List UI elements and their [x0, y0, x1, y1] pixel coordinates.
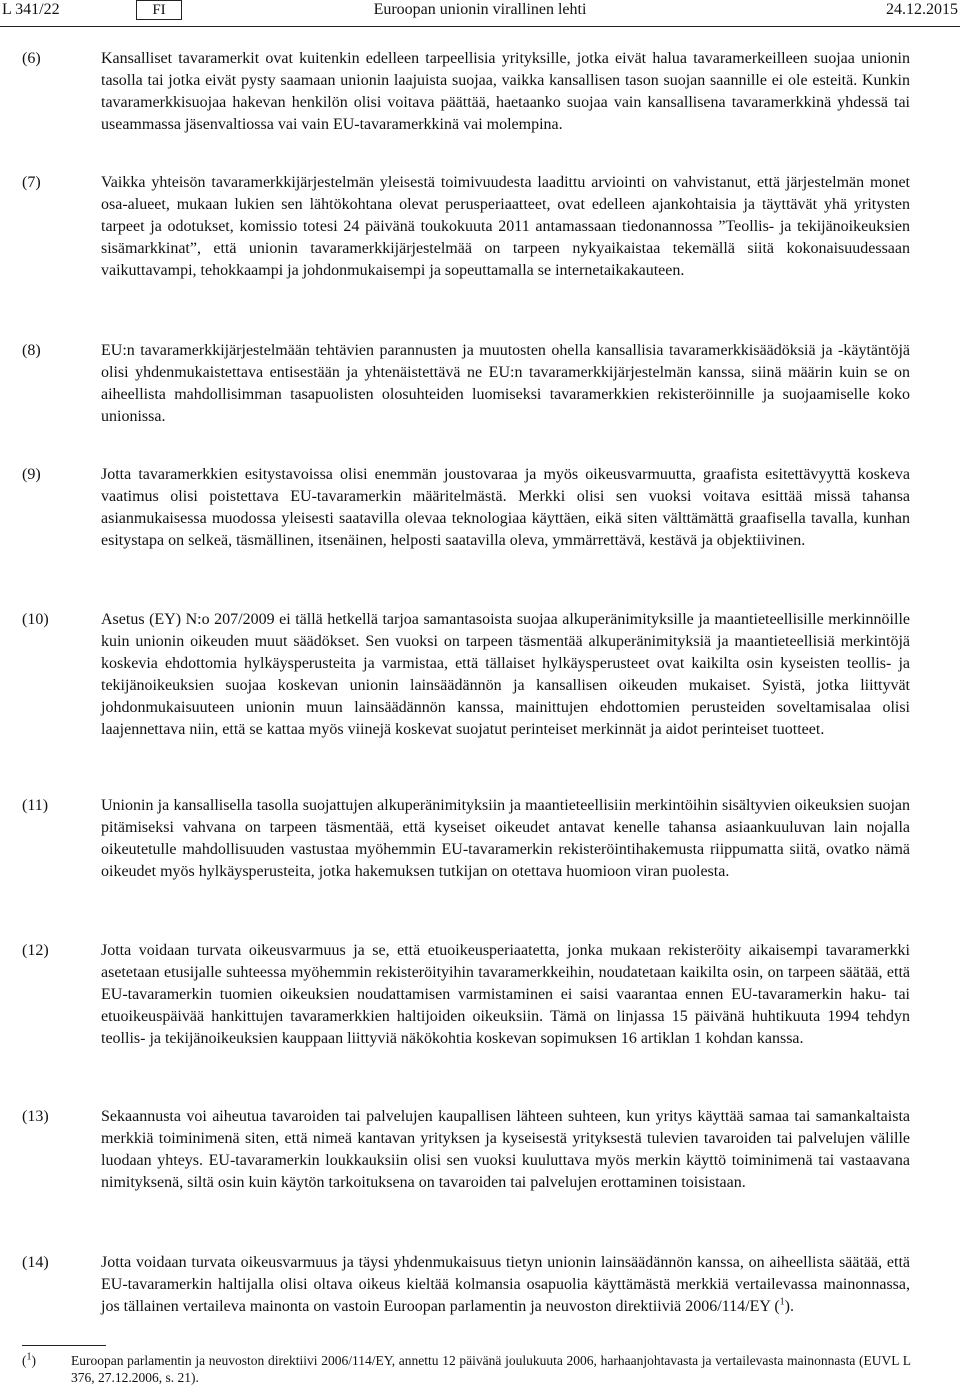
recital-text: Vaikka yhteisön tavaramerkkijärjestelmän yleisestä toimivuudesta laadittu arviointi on vahvistanut, että järjestelmän monet osa-alueet, mukaan lukien sen lähtökohtana olevat perusperiaatteet, ovat edelleen ajankohtaisia ja täyttävät yhä yritysten tarpeet ja odotukset, komissio totesi 24 päivänä toukokuuta 2011 antamassaan tiedonannossa ”Teollis- ja tekijänoikeuksien sisämarkkinat”, että unionin tavaramerkkijärjestelmää on tarpeen nykyaikaistaa tekemällä siitä kokonaisuudessaan vaikuttavampi, tehokkaampi ja johdonmukaisempi ja sopeuttamalla se internetaikakauteen.: [101, 174, 910, 279]
recital-number: (14): [22, 1254, 49, 1271]
recital-text: Jotta voidaan turvata oikeusvarmuus ja se, että etuoikeusperiaatetta, jonka mukaan rekisteröity aikaisempi tavaramerkki asetetaan etusijalle suhteessa myöhemmin rekisteröityihin tavaramerkkeihin, noudatetaan kaikilta osin, on tarpeen säätää, että EU-tavaramerkin tuomien oikeuksien noudattamisen varmistaminen ei saisi vaarantaa ennen EU-tavaramerkin haku- tai etuoikeuspäivää hankittujen tavaramerkkien haltijoiden oikeuksiin. Tämä on linjassa 15 päivänä huhtikuuta 1994 tehdyn teollis- ja tekijänoikeuksien kauppaan liittyviä näkökohtia koskevan sopimuksen 16 artiklan 1 kohdan kanssa.: [101, 942, 910, 1047]
footnote-separator: [22, 1345, 106, 1346]
footnote-reference[interactable]: 1: [779, 1296, 785, 1308]
footnote-text: Euroopan parlamentin ja neuvoston direktiivi 2006/114/EY, annettu 12 päivänä joulukuuta 2006, harhaanjohtavasta ja vertailevasta mainonnasta (EUVL L 376, 27.12.2006, s. 21).: [71, 1353, 911, 1385]
footnote-mark: ($^1$): [22, 1351, 36, 1368]
recital-number: (8): [22, 342, 41, 359]
recital-text: Kansalliset tavaramerkit ovat kuitenkin edelleen tarpeellisia yrityksille, jotka eivät halua tavaramerkeilleen suojaa unionin tasolla tai jotka eivät pysty saamaan unionin laajuista suojaa, vaikka kansallisen tason suojan saannille ei ole esteitä. Kunkin tavaramerkkisuojaa hakevan henkilön olisi voitava päättää, haetaanko suojaa vain kansallisena tavaramerkkinä yhdessä tai useammassa jäsenvaltiossa vai vain EU-tavaramerkkinä vai molempina.: [101, 50, 910, 133]
publication-date: 24.12.2015: [886, 1, 958, 18]
recital-text: EU:n tavaramerkkijärjestelmään tehtävien parannusten ja muutosten ohella kansallisia tavaramerkkisäädöksiä ja -käytäntöjä olisi yhdenmukaistettava entisestään ja yhtenäistettävä ne EU:n tavaramerkkijärjestelmän kanssa, siinä määrin kuin se on aiheellista mahdollisimman tasapuolisten olosuhteiden luomiseksi tavaramerkkien rekisteröinnille ja suojaamiselle koko unionissa.: [101, 342, 910, 425]
recital-number: (6): [22, 50, 41, 67]
page-header: [0, 0, 960, 27]
recital-text: Unionin ja kansallisella tasolla suojattujen alkuperänimityksiin ja maantieteellisiin merkintöihin sisältyvien oikeuksien suojan pitämiseksi vahvana on tarpeen täsmentää, että kyseiset oikeudet antavat kenelle tahansa asiaankuuluvan lain nojalla oikeutetulle mahdollisuuden vastustaa myöhemmin EU-tavaramerkin rekisteröintihakemusta riippumatta siitä, ovatko nämä oikeudet myös hylkäysperusteita, jotka hakemuksen tutkijan on otettava huomioon viran puolesta.: [101, 797, 910, 880]
recital-number: (10): [22, 611, 49, 628]
recital-text-body: Jotta voidaan turvata oikeusvarmuus ja täysi yhdenmukaisuus tietyn unionin lainsäädännön kanssa, on aiheellista säätää, että EU-tavaramerkin haltijalla olisi oltava oikeus kieltää kolmansia osapuolia käyttämästä merkkiä vertailevassa mainonnassa, jos tällainen vertaileva mainonta on vastoin Euroopan parlamentin ja neuvoston direktiiviä 2006/114/EY (: [101, 1254, 910, 1315]
recital-number: (12): [22, 942, 49, 959]
recital-text: [101, 1252, 910, 1318]
recital-number: (9): [22, 466, 41, 483]
journal-title: Euroopan unionin virallinen lehti: [373, 1, 587, 18]
recital-number: (11): [22, 797, 49, 814]
recital-text-tail: ).: [784, 1298, 794, 1315]
recital-number: (7): [22, 174, 41, 191]
recital-text: Sekaannusta voi aiheutua tavaroiden tai palvelujen kaupallisen lähteen suhteen, kun yritys käyttää samaa tai samankaltaista merkkiä toiminimenä siten, että nimeä kantavan yrityksen ja kyseisestä yrityksestä tulevien tavaroiden tai palvelujen välille luodaan yhteys. EU-tavaramerkin loukkauksiin olisi sen vuoksi kuuluttava myös merkin käyttö toiminimenä tai vastaavana nimityksenä, siltä osin kuin käytön tarkoituksena on tavaroiden tai palvelujen erottaminen toisistaan.: [101, 1108, 910, 1191]
page-reference: L 341/22: [2, 1, 60, 18]
language-code-box: FI: [136, 0, 182, 20]
recital-number: (13): [22, 1108, 49, 1125]
recital-text: Jotta tavaramerkkien esitystavoissa olisi enemmän joustovaraa ja myös oikeusvarmuutta, graafista esitettävyyttä koskeva vaatimus olisi poistettava EU-tavaramerkin määritelmästä. Merkki olisi sen vuoksi voitava esittää missä tahansa asianmukaisessa muodossa yleisesti saatavilla olevaa teknologiaa käyttäen, eikä siten välttämättä graafisella tavalla, kunhan esitystapa on selkeä, täsmällinen, itsenäinen, helposti saatavilla oleva, ymmärrettävä, kestävä ja objektiivinen.: [101, 466, 910, 549]
recital-text: Asetus (EY) N:o 207/2009 ei tällä hetkellä tarjoa samantasoista suojaa alkuperänimityksille ja maantieteellisille merkinnöille kuin unionin oikeuden muut säädökset. Sen vuoksi on tarpeen täsmentää alkuperänimityksiä ja maantieteellisiä merkintöjä koskevia ehdottomia hylkäysperusteita ja varmistaa, että tällaiset hylkäysperusteet ovat kaikilta osin kyseisten teollis- ja tekijänoikeuksien suojaa koskevan unionin lainsäädännön ja kansallisen oikeuden mukaiset. Syistä, jotka liittyvät johdonmukaisuuteen unionin muun lainsäädännön kanssa, mainittujen ehdottomien perusteiden soveltamisalaa olisi laajennettava niin, että se kattaa myös viinejä koskevat suojatut perinteiset merkinnät ja aidot perinteiset tuotteet.: [101, 611, 910, 738]
